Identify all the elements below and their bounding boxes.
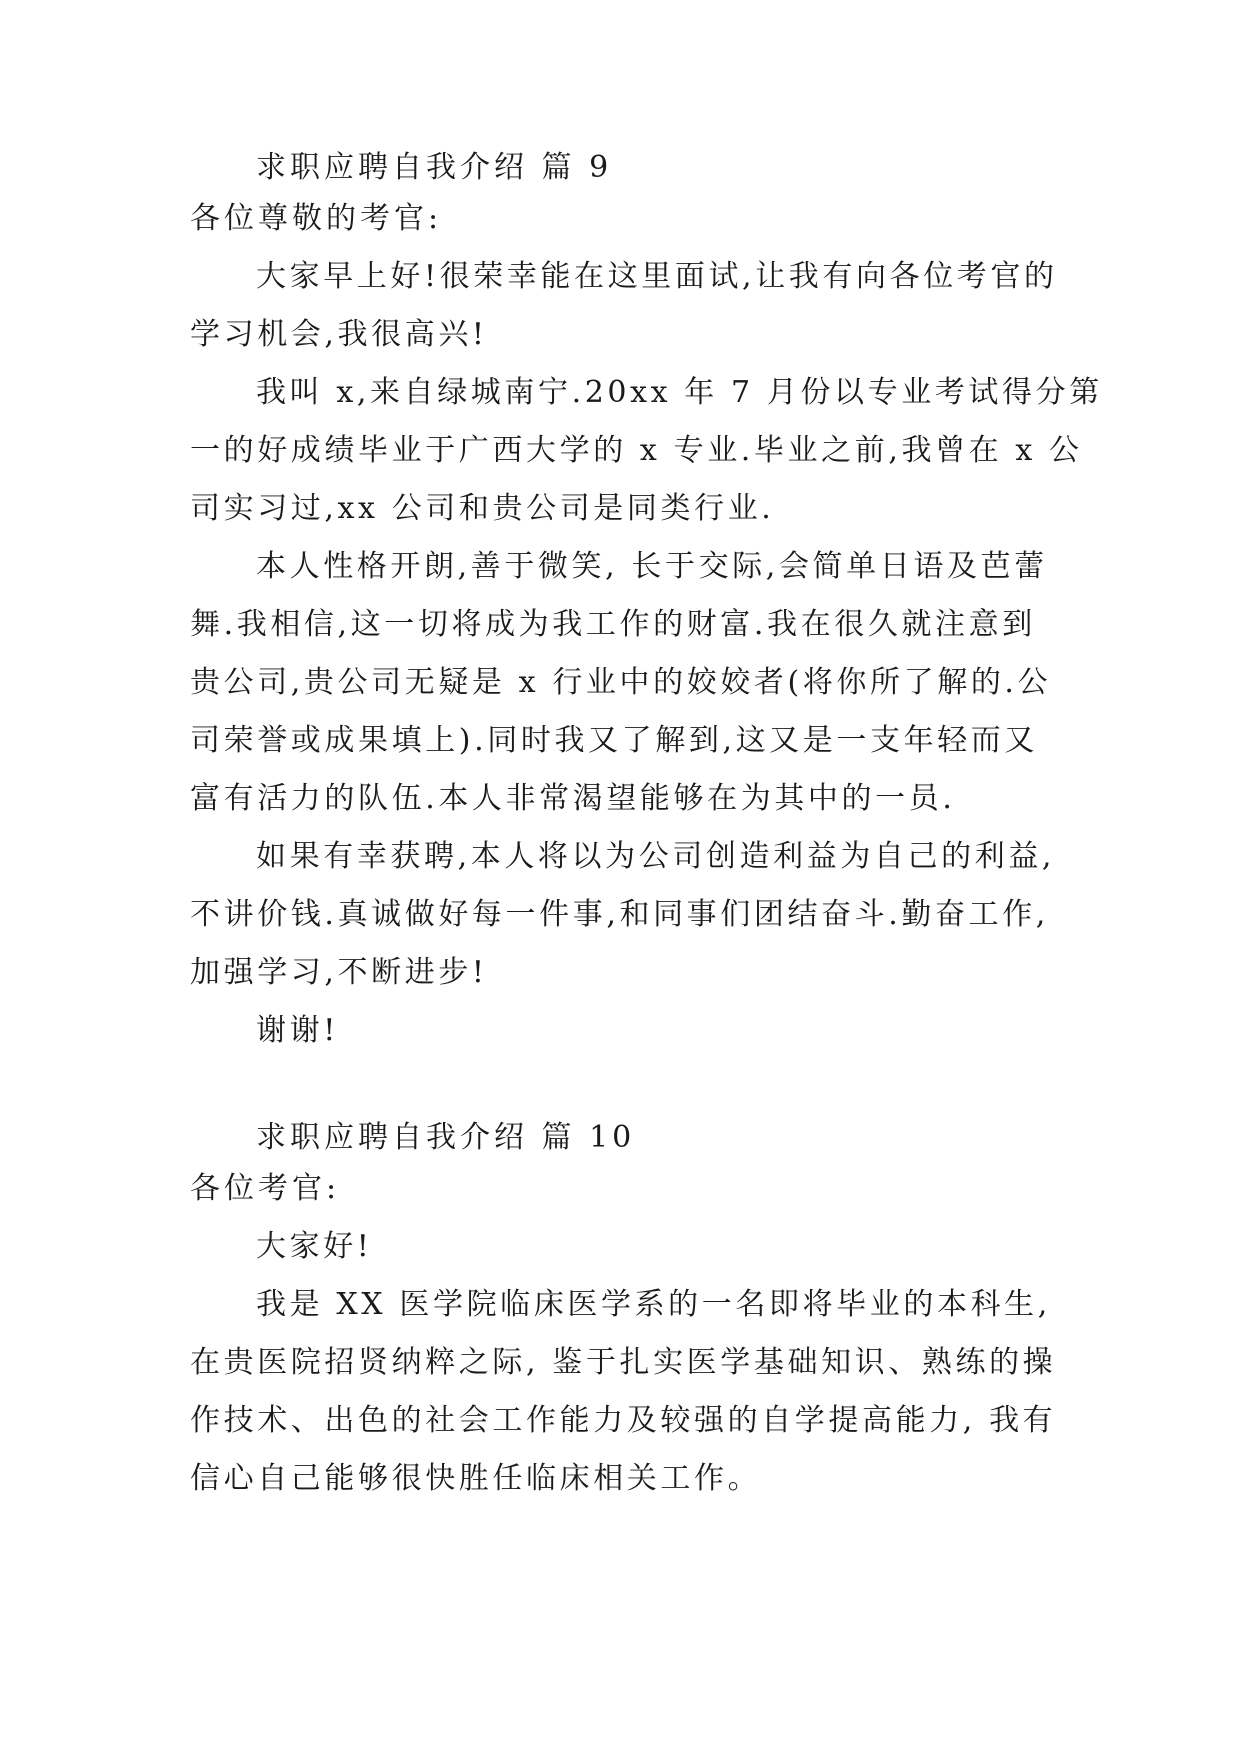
paragraph	[190, 828, 1070, 1002]
paragraph-line: 大家早上好!很荣幸能在这里面试,让我有向各位考官的	[256, 259, 1058, 294]
paragraph-line: 信心自己能够很快胜任临床相关工作。	[190, 1461, 762, 1496]
salutation: 各位考官:	[190, 1171, 341, 1206]
section-heading: 求职应聘自我介绍 篇 9	[256, 150, 613, 185]
section-9	[190, 145, 1103, 1060]
section-10	[190, 1115, 1070, 1508]
paragraph-line: 本人性格开朗,善于微笑, 长于交际,会简单日语及芭蕾	[256, 549, 1048, 584]
paragraph-line: 谢谢!	[256, 1013, 339, 1048]
paragraph-line: 富有活力的队伍.本人非常渴望能够在为其中的一员.	[190, 781, 956, 816]
paragraph-line: 贵公司,贵公司无疑是 x 行业中的姣姣者(将你所了解的.公	[190, 665, 1052, 700]
paragraph-line: 司实习过,xx 公司和贵公司是同类行业.	[190, 491, 775, 526]
paragraph	[190, 364, 1103, 538]
paragraph	[190, 1002, 1070, 1060]
paragraph	[190, 538, 1070, 828]
paragraph-line: 一的好成绩毕业于广西大学的 x 专业.毕业之前,我曾在 x 公	[190, 433, 1083, 468]
paragraph-line: 在贵医院招贤纳粹之际, 鉴于扎实医学基础知识、熟练的操	[190, 1345, 1057, 1380]
paragraph-line: 我是 XX 医学院临床医学系的一名即将毕业的本科生,	[256, 1287, 1051, 1322]
paragraph	[190, 1218, 1070, 1276]
paragraph-line: 我叫 x,来自绿城南宁.20xx 年 7 月份以专业考试得分第	[256, 375, 1103, 410]
paragraph-line: 舞.我相信,这一切将成为我工作的财富.我在很久就注意到	[190, 607, 1036, 642]
paragraph-line: 如果有幸获聘,本人将以为公司创造利益为自己的利益,	[256, 839, 1056, 874]
paragraph-line: 大家好!	[256, 1229, 373, 1264]
paragraph-line: 司荣誉或成果填上).同时我又了解到,这又是一支年轻而又	[190, 723, 1038, 758]
paragraph-line: 学习机会,我很高兴!	[190, 317, 488, 352]
paragraph-line: 不讲价钱.真诚做好每一件事,和同事们团结奋斗.勤奋工作,	[190, 897, 1049, 932]
paragraph	[190, 248, 1070, 364]
paragraph-line: 作技术、出色的社会工作能力及较强的自学提高能力, 我有	[190, 1403, 1057, 1438]
paragraph-line: 加强学习,不断进步!	[190, 955, 488, 990]
section-heading: 求职应聘自我介绍 篇 10	[256, 1120, 636, 1155]
paragraph	[190, 1276, 1070, 1508]
salutation: 各位尊敬的考官:	[190, 201, 443, 236]
